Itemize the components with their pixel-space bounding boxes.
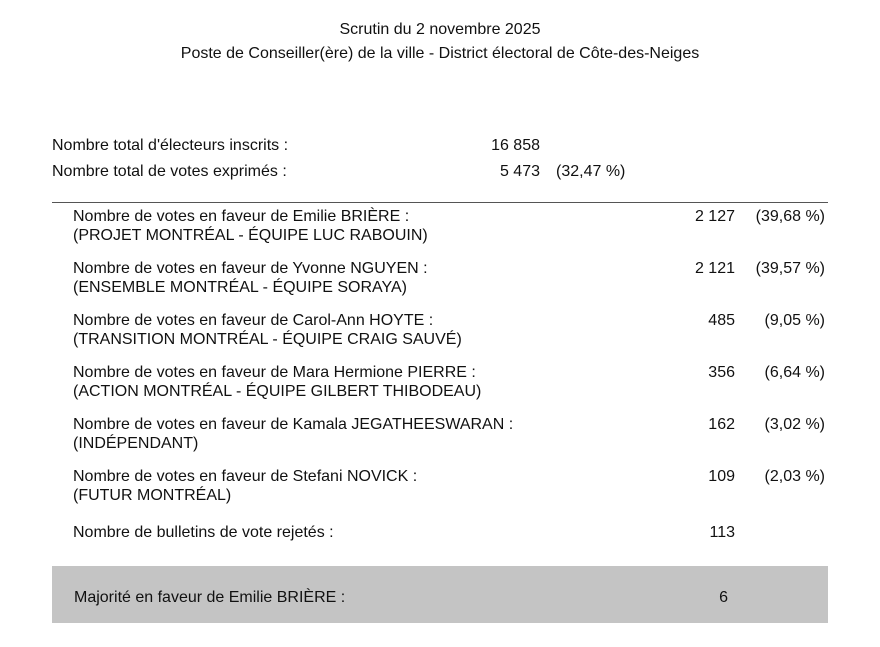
district-title: Poste de Conseiller(ère) de la ville - District électoral de Côte-des-Neiges [180,45,700,62]
candidate-row [52,311,828,363]
rejected-ballots-value: 113 [709,524,735,541]
candidate-row [52,259,828,311]
candidate-row [52,415,828,467]
registered-voters-row [52,135,612,157]
candidate-row [52,363,828,415]
candidate-percentage: (3,02 %) [764,416,825,433]
candidate-votes: 356 [708,364,735,381]
votes-cast-row [52,161,626,183]
majority-value: 6 [719,589,728,606]
votes-cast-value: 5 473 [499,163,540,180]
registered-voters-value: 16 858 [491,137,540,154]
section-divider [52,202,828,203]
candidate-party: (TRANSITION MONTRÉAL - ÉQUIPE CRAIG SAUVÉ) [73,331,462,348]
rejected-ballots-label: Nombre de bulletins de vote rejetés : [73,524,334,541]
candidate-percentage: (9,05 %) [764,312,825,329]
candidate-party: (INDÉPENDANT) [73,435,199,452]
candidate-party: (ENSEMBLE MONTRÉAL - ÉQUIPE SORAYA) [73,279,407,296]
candidate-row [52,207,828,259]
candidate-votes: 162 [708,416,735,433]
majority-box [52,566,828,623]
candidate-votes: 2 127 [694,208,735,225]
candidate-party: (ACTION MONTRÉAL - ÉQUIPE GILBERT THIBODEAU) [73,383,482,400]
results-list [52,207,828,549]
candidate-name-label: Nombre de votes en faveur de Carol-Ann HOYTE : [73,312,434,329]
votes-cast-label: Nombre total de votes exprimés : [52,163,287,180]
candidate-votes: 109 [708,468,735,485]
candidate-percentage: (39,57 %) [755,260,825,277]
candidate-percentage: (39,68 %) [755,208,825,225]
candidate-percentage: (6,64 %) [764,364,825,381]
candidate-votes: 485 [708,312,735,329]
candidate-row [52,467,828,519]
page-header [0,18,880,66]
turnout-percentage: (32,47 %) [556,163,626,180]
registered-voters-label: Nombre total d'électeurs inscrits : [52,137,289,154]
election-date-title: Scrutin du 2 novembre 2025 [339,21,541,38]
candidate-party: (PROJET MONTRÉAL - ÉQUIPE LUC RABOUIN) [73,227,428,244]
majority-label: Majorité en faveur de Emilie BRIÈRE : [74,589,346,606]
candidate-name-label: Nombre de votes en faveur de Kamala JEGATHEESWARAN : [73,416,514,433]
candidate-party: (FUTUR MONTRÉAL) [73,487,232,504]
candidate-name-label: Nombre de votes en faveur de Emilie BRIÈRE : [73,208,410,225]
candidate-name-label: Nombre de votes en faveur de Stefani NOVICK : [73,468,418,485]
candidate-percentage: (2,03 %) [764,468,825,485]
candidate-name-label: Nombre de votes en faveur de Mara Hermione PIERRE : [73,364,476,381]
candidate-votes: 2 121 [694,260,735,277]
rejected-ballots-row [52,519,828,549]
candidate-name-label: Nombre de votes en faveur de Yvonne NGUYEN : [73,260,428,277]
